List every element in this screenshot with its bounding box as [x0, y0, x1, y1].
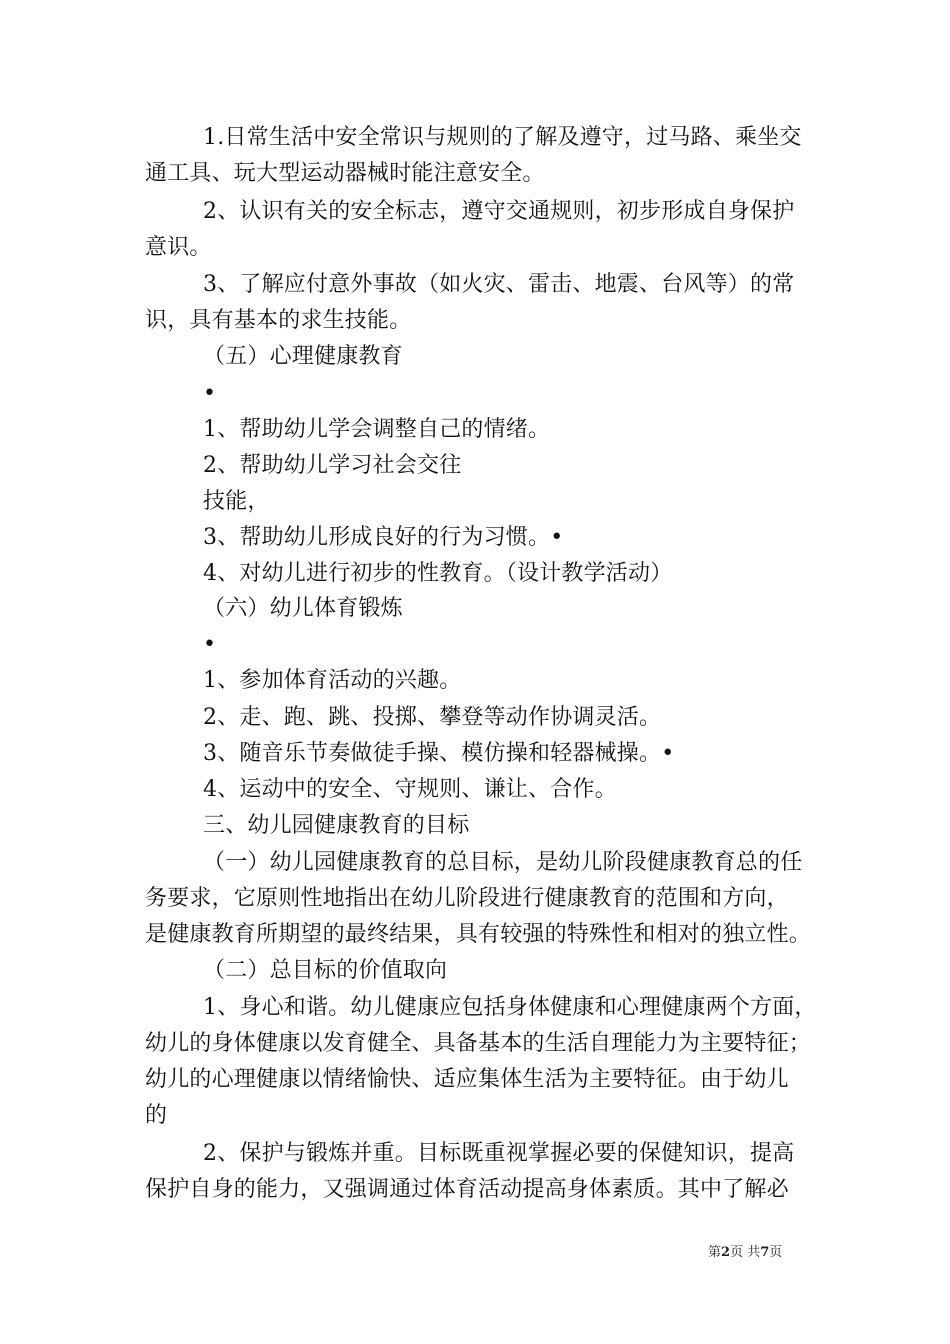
text-line: 1、身心和谐。幼儿健康应包括身体健康和心理健康两个方面，	[203, 995, 817, 1020]
bullet-mark: •	[203, 381, 217, 406]
current-page-number: 2	[721, 1245, 731, 1260]
text-line: 意识。	[145, 235, 212, 260]
total-page-number: 7	[760, 1245, 770, 1260]
bullet-mark: •	[203, 632, 217, 657]
text-line: 3、了解应付意外事故（如火灾、雷击、地震、台风等）的常	[203, 272, 795, 297]
text-line: 保护自身的能力，又强调通过体育活动提高身体素质。其中了解必	[145, 1177, 789, 1202]
footer-middle: 页 共	[730, 1245, 761, 1260]
text-line: 识，具有基本的求生技能。	[145, 308, 412, 333]
text-line: 务要求，它原则性地指出在幼儿阶段进行健康教育的范围和方向，	[145, 886, 789, 911]
section-heading: 三、幼儿园健康教育的目标	[203, 813, 470, 838]
text-line: 幼儿的身体健康以发育健全、具备基本的生活自理能力为主要特征；	[145, 1031, 812, 1056]
section-heading: （二）总目标的价值取向	[203, 958, 448, 983]
text-line: 2、走、跑、跳、投掷、攀登等动作协调灵活。	[203, 705, 662, 730]
text-line: 通工具、玩大型运动器械时能注意安全。	[145, 161, 545, 186]
text-line: 3、随音乐节奏做徒手操、模仿操和轻器械操。•	[203, 741, 675, 766]
text-line: 2、保护与锻炼并重。目标既重视掌握必要的保健知识，提高	[203, 1141, 795, 1166]
section-heading: （五）心理健康教育	[203, 344, 403, 369]
text-line: 2、帮助幼儿学习社会交往	[203, 453, 462, 478]
text-line: （一）幼儿园健康教育的总目标，是幼儿阶段健康教育总的任	[203, 850, 803, 875]
text-line: 1、参加体育活动的兴趣。	[203, 668, 462, 693]
text-line: 3、帮助幼儿形成良好的行为习惯。•	[203, 525, 564, 550]
text-line: 4、运动中的安全、守规则、谦让、合作。	[203, 777, 617, 802]
text-line: 2、认识有关的安全标志，遵守交通规则，初步形成自身保护	[203, 199, 795, 224]
section-heading: （六）幼儿体育锻炼	[203, 596, 403, 621]
footer-suffix: 页	[769, 1245, 783, 1260]
text-line: 1.日常生活中安全常识与规则的了解及遵守，过马路、乘坐交	[203, 125, 802, 150]
text-line: 的	[145, 1103, 168, 1128]
text-line: 是健康教育所期望的最终结果，具有较强的特殊性和相对的独立性。	[145, 922, 812, 947]
page-number-footer	[708, 1244, 782, 1262]
text-line: 技能，	[203, 489, 270, 514]
text-line: 4、对幼儿进行初步的性教育。（设计教学活动）	[203, 561, 673, 586]
text-line: 1、帮助幼儿学会调整自己的情绪。	[203, 417, 551, 442]
text-line: 幼儿的心理健康以情绪愉快、适应集体生活为主要特征。由于幼儿	[145, 1067, 789, 1092]
footer-prefix: 第	[708, 1245, 722, 1260]
